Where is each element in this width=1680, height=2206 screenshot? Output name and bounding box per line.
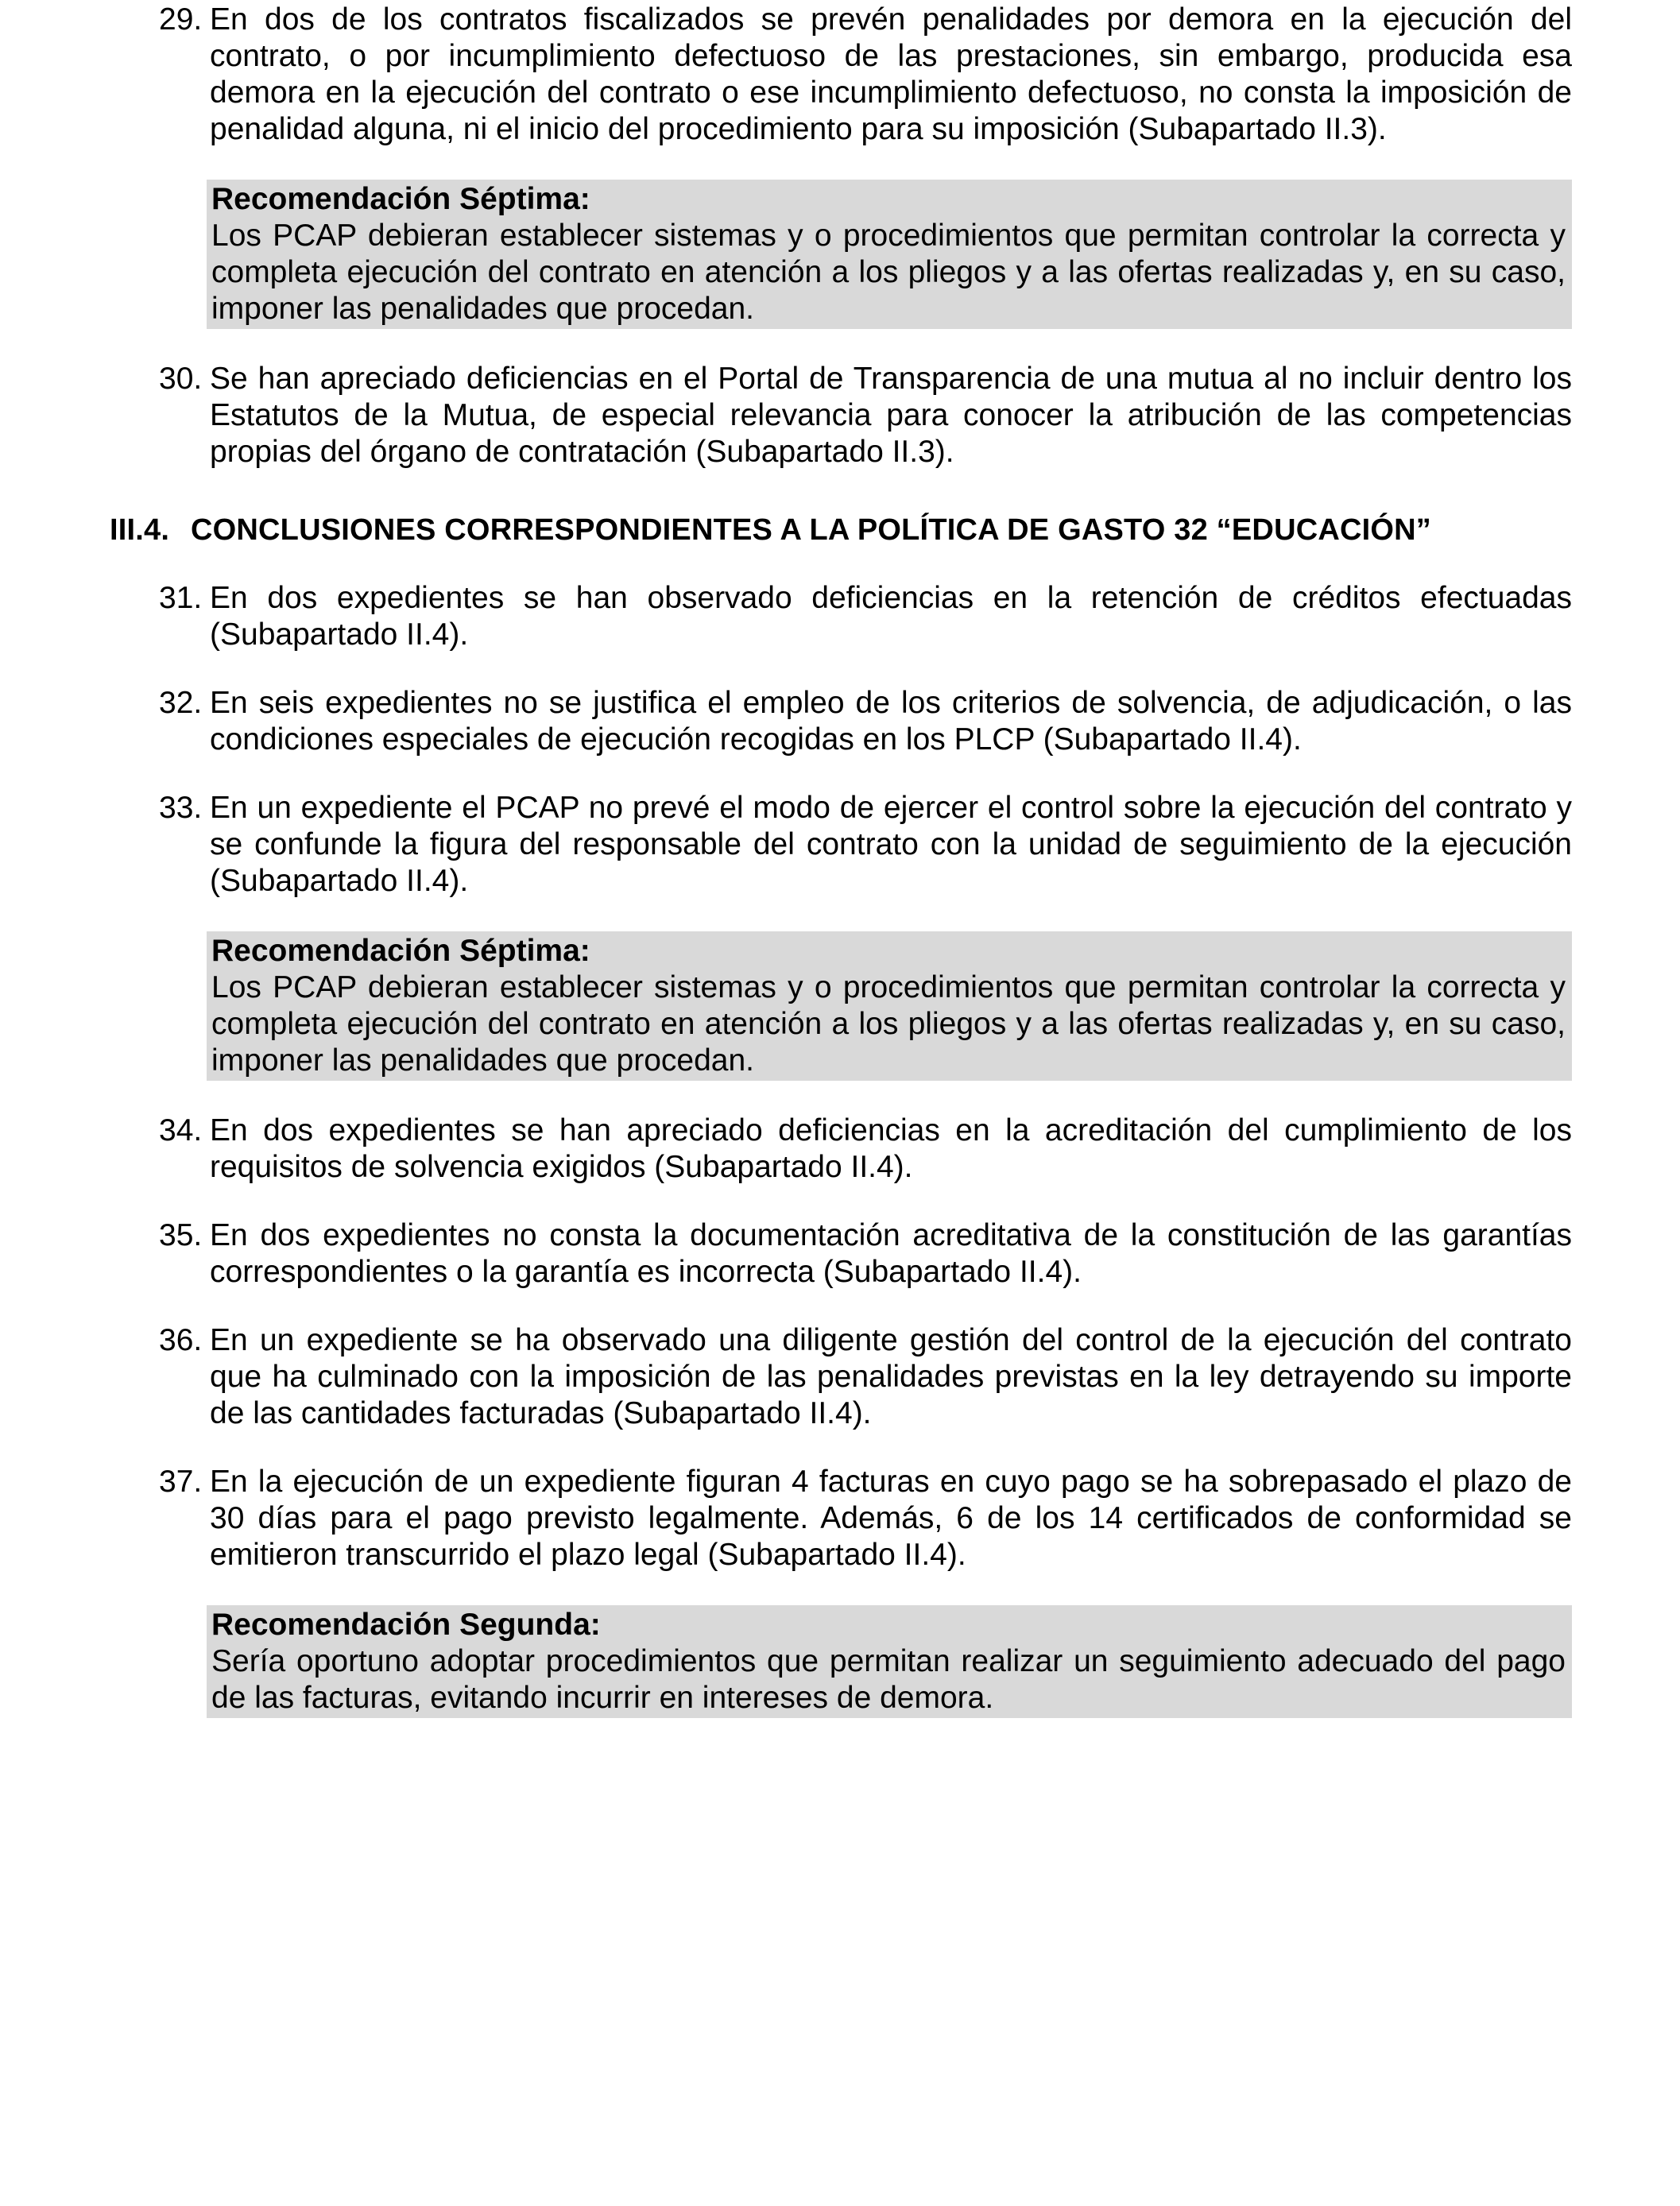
spacer (110, 1081, 1572, 1113)
recommendation-body: Los PCAP debieran establecer sistemas y o procedimientos que permitan controlar la correcta y completa ejecución del contrato en atención a los pliegos y a las ofertas realizadas y, en su caso, imponer las penalidades que procedan. (211, 970, 1566, 1078)
spacer (110, 1186, 1572, 1217)
item-number: 35. (159, 1218, 203, 1252)
item-number: 33. (159, 791, 203, 825)
item-text: En seis expedientes no se justifica el empleo de los criterios de solvencia, de adjudicación, o las condiciones especiales de ejecución recogidas en los PLCP (Subapartado II.4). (210, 686, 1572, 757)
recommendation-title: Recomendación Séptima: (211, 182, 590, 216)
item-number: 34. (159, 1113, 203, 1148)
item-text: En un expediente el PCAP no prevé el modo de ejercer el control sobre la ejecución del contrato y se confunde la figura del responsable del contrato con la unidad de seguimiento de la ejecución (Subapartado II.4). (210, 791, 1572, 898)
document-content (110, 2, 1572, 1718)
list-item-31 (110, 580, 1572, 653)
spacer (110, 1573, 1572, 1605)
recommendation-box (207, 180, 1572, 329)
list-item-32 (110, 685, 1572, 758)
recommendation-box (207, 1605, 1572, 1718)
section-title: CONCLUSIONES CORRESPONDIENTES A LA POLÍTICA DE GASTO 32 “EDUCACIÓN” (191, 513, 1431, 547)
item-text: En un expediente se ha observado una diligente gestión del control de la ejecución del contrato que ha culminado con la imposición de las penalidades previstas en la ley detrayendo su importe de las cantidades facturadas (Subapartado II.4). (210, 1323, 1572, 1430)
list-item-35 (110, 1217, 1572, 1291)
spacer (110, 548, 1572, 580)
list-item-37 (110, 1464, 1572, 1573)
item-text: En dos de los contratos fiscalizados se prevén penalidades por demora en la ejecución del contrato, o por incumplimiento defectuoso de las prestaciones, sin embargo, producida esa demora en la ejecución del contrato o ese incumplimiento defectuoso, no consta la imposición de penalidad alguna, ni el inicio del procedimiento para su imposición (Subapartado II.3). (210, 2, 1572, 146)
spacer (110, 758, 1572, 790)
item-text: En dos expedientes se han apreciado deficiencias en la acreditación del cumplimiento de los requisitos de solvencia exigidos (Subapartado II.4). (210, 1113, 1572, 1184)
item-text: Se han apreciado deficiencias en el Portal de Transparencia de una mutua al no incluir dentro los Estatutos de la Mutua, de especial relevancia para conocer la atribución de las competencias propias del órgano de contratación (Subapartado II.3). (210, 362, 1572, 469)
item-text: En la ejecución de un expediente figuran 4 facturas en cuyo pago se ha sobrepasado el plazo de 30 días para el pago previsto legalmente. Además, 6 de los 14 certificados de conformidad se emitieron transcurrido el plazo legal (Subapartado II.4). (210, 1465, 1572, 1572)
spacer (110, 148, 1572, 180)
list-item-34 (110, 1113, 1572, 1186)
item-number: 30. (159, 362, 203, 396)
spacer (110, 653, 1572, 685)
spacer (110, 470, 1572, 512)
recommendation-box (207, 931, 1572, 1081)
spacer (110, 329, 1572, 361)
section-heading (110, 512, 1572, 548)
recommendation-body: Los PCAP debieran establecer sistemas y o procedimientos que permitan controlar la correcta y completa ejecución del contrato en atención a los pliegos y a las ofertas realizadas y, en su caso, imponer las penalidades que procedan. (211, 219, 1566, 326)
section-number: III.4. (110, 513, 170, 547)
spacer (110, 1432, 1572, 1464)
item-number: 31. (159, 581, 203, 615)
list-item-30 (110, 361, 1572, 470)
list-item-29 (110, 2, 1572, 148)
item-text: En dos expedientes no consta la documentación acreditativa de la constitución de las garantías correspondientes o la garantía es incorrecta (Subapartado II.4). (210, 1218, 1572, 1289)
recommendation-title: Recomendación Segunda: (211, 1608, 601, 1642)
item-number: 29. (159, 2, 203, 37)
recommendation-body: Sería oportuno adoptar procedimientos que permitan realizar un seguimiento adecuado del pago de las facturas, evitando incurrir en intereses de demora. (211, 1644, 1566, 1715)
list-item-33 (110, 790, 1572, 900)
recommendation-title: Recomendación Séptima: (211, 934, 590, 968)
item-text: En dos expedientes se han observado deficiencias en la retención de créditos efectuadas (Subapartado II.4). (210, 581, 1572, 652)
spacer (110, 900, 1572, 931)
spacer (110, 1291, 1572, 1322)
item-number: 36. (159, 1323, 203, 1357)
list-item-36 (110, 1322, 1572, 1432)
item-number: 37. (159, 1465, 203, 1499)
item-number: 32. (159, 686, 203, 720)
